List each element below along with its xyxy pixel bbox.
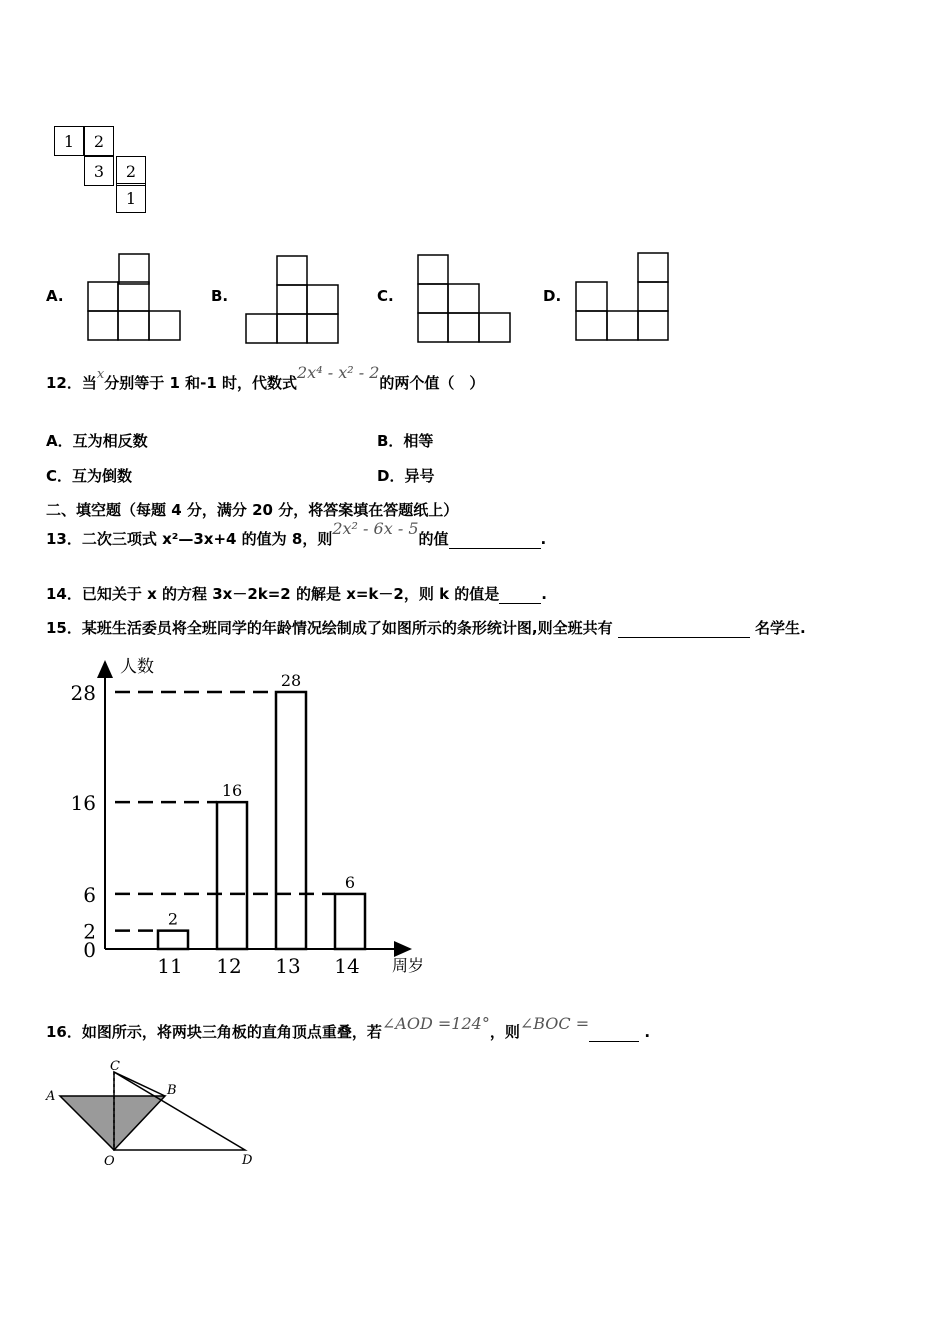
bar-value-label: 28 bbox=[280, 671, 302, 690]
net-cell: 1 bbox=[116, 183, 146, 213]
label-d: D bbox=[242, 1153, 253, 1168]
net-cell: 1 bbox=[54, 126, 84, 156]
label-c: C bbox=[110, 1059, 120, 1074]
option-b-figure bbox=[244, 254, 342, 346]
q13-text1: 13．二次三项式 x²—3x+4 的值为 8，则 bbox=[46, 530, 333, 548]
q12-expr: 2x⁴ - x² - 2 bbox=[297, 363, 380, 382]
q12-text1: 分别等于 1 和-1 时，代数式 bbox=[104, 374, 297, 392]
bar-value-label: 6 bbox=[344, 872, 356, 892]
q12-option-d: D．异号 bbox=[377, 467, 435, 485]
option-d-label: D. bbox=[543, 287, 562, 305]
bar bbox=[158, 931, 188, 949]
q13-answer-blank[interactable] bbox=[449, 534, 541, 549]
q16-text1: 16．如图所示，将两块三角板的直角顶点重叠，若 bbox=[46, 1023, 382, 1041]
y-tick-label: 16 bbox=[70, 791, 96, 816]
section-heading: 二、填空题（每题 4 分，满分 20 分，将答案填在答题纸上） bbox=[46, 501, 459, 519]
q14-end: . bbox=[541, 585, 547, 603]
q12-option-b: B．相等 bbox=[377, 432, 434, 450]
bar bbox=[335, 894, 365, 949]
q13-expr: 2x² - 6x - 5 bbox=[332, 519, 419, 538]
option-a-label: A. bbox=[46, 287, 64, 305]
question-12 bbox=[46, 363, 485, 393]
x-tick-label: 11 bbox=[157, 954, 183, 978]
label-a: A bbox=[46, 1089, 56, 1104]
segment-cb bbox=[114, 1072, 165, 1096]
q12-option-c: C．互为倒数 bbox=[46, 467, 133, 485]
triangles-figure bbox=[40, 1058, 270, 1173]
q16-expr2: ∠BOC = bbox=[519, 1014, 590, 1033]
y-tick-label: 6 bbox=[83, 882, 96, 907]
question-13 bbox=[46, 519, 547, 549]
q12-option-a: A．互为相反数 bbox=[46, 432, 148, 450]
bar bbox=[276, 692, 306, 949]
x-tick-label: 12 bbox=[216, 954, 242, 978]
net-cell: 2 bbox=[84, 126, 114, 156]
question-15 bbox=[46, 617, 806, 638]
q12-text2: 的两个值（ ） bbox=[379, 374, 485, 392]
q12-num: 12．当 bbox=[46, 374, 97, 392]
q13-end: . bbox=[540, 530, 547, 548]
option-a-figure bbox=[86, 252, 184, 344]
label-b: B bbox=[167, 1083, 177, 1098]
q13-text2: 的值 bbox=[418, 530, 449, 548]
q16-text2: ，则 bbox=[489, 1023, 520, 1041]
q15-text: 15．某班生活委员将全班同学的年龄情况绘制成了如图所示的条形统计图,则全班共有 bbox=[46, 619, 613, 637]
q16-answer-blank[interactable] bbox=[589, 1027, 639, 1042]
label-o: O bbox=[104, 1154, 115, 1169]
y-tick-label: 28 bbox=[70, 681, 96, 705]
y-tick-label: 2 bbox=[83, 919, 96, 944]
bar bbox=[217, 802, 247, 949]
option-d-figure bbox=[574, 251, 672, 343]
question-14 bbox=[46, 583, 547, 604]
shaded-triangle bbox=[60, 1096, 165, 1150]
y-tick-label: 0 bbox=[83, 938, 96, 962]
option-c-figure bbox=[416, 253, 514, 345]
x-tick-label: 13 bbox=[275, 954, 301, 978]
bar-value-label: 16 bbox=[221, 781, 243, 801]
x-tick-label: 14 bbox=[334, 954, 360, 978]
net-cell: 2 bbox=[116, 156, 146, 186]
q16-expr1: ∠AOD =124° bbox=[381, 1014, 490, 1033]
x-axis-label: 周岁 bbox=[392, 956, 425, 975]
option-c-label: C. bbox=[377, 287, 394, 305]
y-axis-label: 人数 bbox=[120, 657, 154, 677]
age-bar-chart bbox=[60, 650, 440, 980]
net-cell: 3 bbox=[84, 156, 114, 186]
q15-end: 名学生. bbox=[755, 619, 806, 637]
q15-answer-blank[interactable] bbox=[618, 623, 750, 638]
bar-value-label: 2 bbox=[167, 909, 179, 929]
q14-answer-blank[interactable] bbox=[499, 589, 541, 604]
question-16 bbox=[46, 1014, 651, 1042]
q14-text: 14．已知关于 x 的方程 3x－2k=2 的解是 x=k－2，则 k 的值是 bbox=[46, 585, 500, 603]
q16-end: . bbox=[644, 1023, 651, 1041]
q12-var: x bbox=[96, 367, 105, 382]
option-b-label: B. bbox=[211, 287, 229, 305]
